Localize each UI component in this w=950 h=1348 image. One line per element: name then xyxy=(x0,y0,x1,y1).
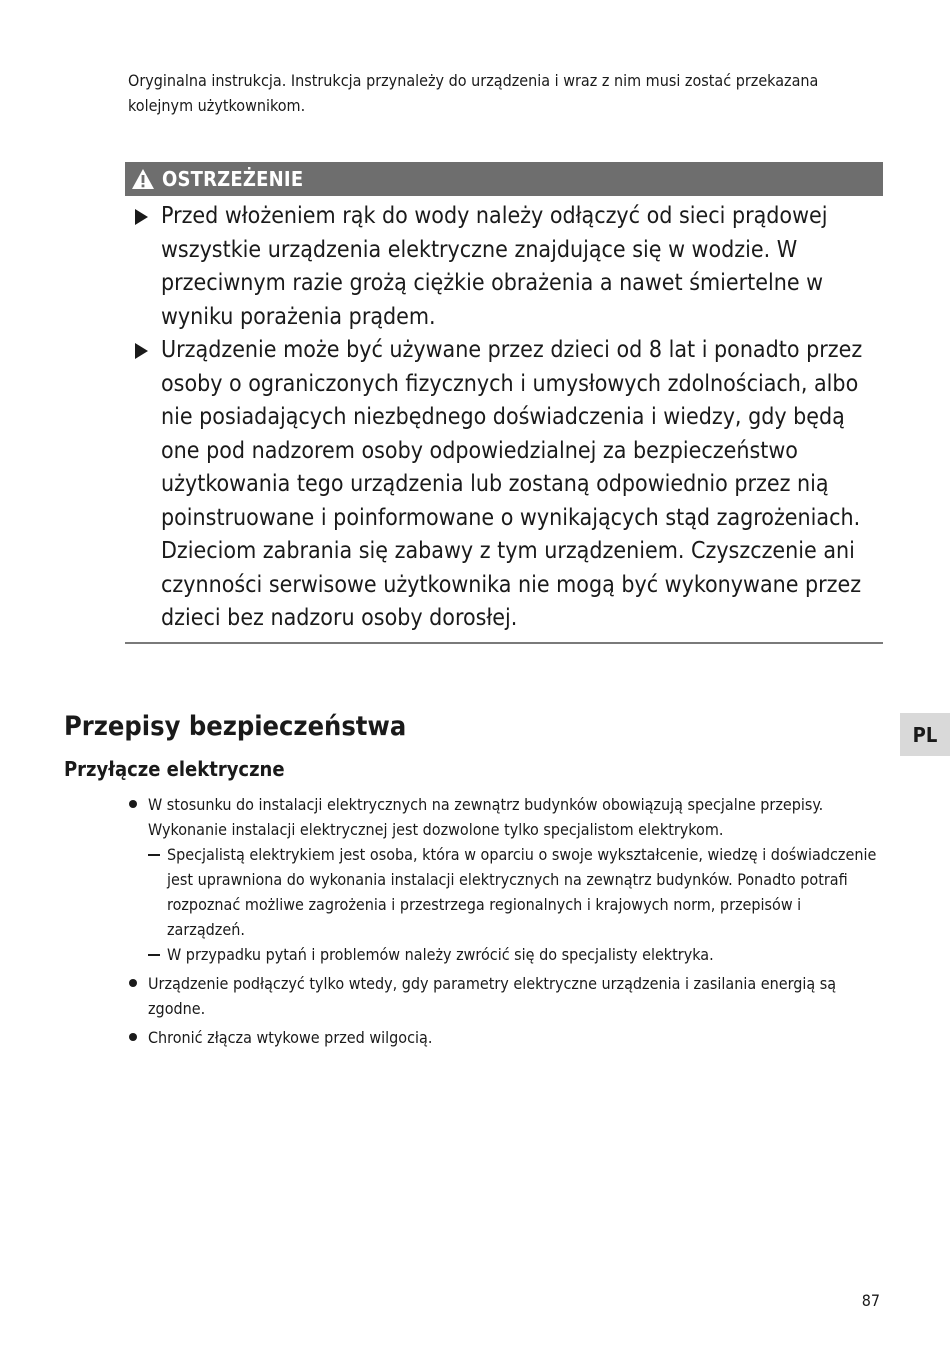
dash-icon xyxy=(148,854,160,856)
warning-triangle-icon xyxy=(131,168,155,190)
list-item xyxy=(128,971,880,1021)
list-item xyxy=(128,792,880,967)
warning-item-text: Przed włożeniem rąk do wody należy odłączyć od sieci prądowej wszystkie urządzenia elektryczne znajdujące się w wodzie. W przeciwnym razie grożą ciężkie obrażenia a nawet śmiertelne w wyniku porażenia prądem. xyxy=(161,203,828,330)
safety-bullet-list xyxy=(128,792,880,1054)
language-tab: PL xyxy=(900,713,950,756)
warning-header xyxy=(125,162,883,196)
warning-item-text: Urządzenie może być używane przez dzieci od 8 lat i ponadto przez osoby o ograniczonych fizycznych i umysłowych zdolnościach, albo nie posiadających niezbędnego doświadczenia i wiedzy, gdy będą one pod nadzorem osoby odpowiedzialnej za bezpieczeństwo użytkowania tego urządzenia lub zostaną odpowiednio przez nią poinstruowane i poinformowane o wynikających stąd zagrożeniach. Dzieciom zabrania się zabawy z tym urządzeniem. Czyszczenie ani czynności serwisowe użytkownika nie mogą być wykonywane przez dzieci bez nadzoru osoby dorosłej. xyxy=(161,337,863,631)
section-subtitle: Przyłącze elektryczne xyxy=(64,757,285,781)
sub-list-item xyxy=(148,842,880,942)
page-number: 87 xyxy=(861,1291,880,1310)
bullet-dot-icon xyxy=(129,1033,137,1041)
list-item-text: W stosunku do instalacji elektrycznych na zewnątrz budynków obowiązują specjalne przepisy. Wykonanie instalacji elektrycznej jest dozwolone tylko specjalistom elektrykom. xyxy=(148,795,824,839)
bullet-dot-icon xyxy=(129,979,137,987)
list-item xyxy=(128,1025,880,1050)
sub-list-item xyxy=(148,942,880,967)
warning-item xyxy=(125,200,883,334)
warning-item xyxy=(125,334,883,636)
sub-list-item-text: Specjalistą elektrykiem jest osoba, która w oparciu o swoje wykształcenie, wiedzę i doświadczenie jest uprawniona do wykonania instalacji elektrycznych na zewnątrz budynków. Ponadto potrafi rozpoznać możliwe zagrożenia i przestrzega regionalnych i krajowych norm, przepisów i zarządzeń. xyxy=(167,845,877,939)
intro-text: Oryginalna instrukcja. Instrukcja przynależy do urządzenia i wraz z nim musi zostać przekazana kolejnym użytkownikom. xyxy=(128,71,819,115)
warning-list xyxy=(125,196,883,636)
triangle-right-icon xyxy=(135,209,148,225)
list-item-text: Urządzenie podłączyć tylko wtedy, gdy parametry elektryczne urządzenia i zasilania energią są zgodne. xyxy=(148,974,837,1018)
list-item-text: Chronić złącza wtykowe przed wilgocią. xyxy=(148,1028,433,1047)
dash-icon xyxy=(148,954,160,956)
triangle-right-icon xyxy=(135,343,148,359)
bullet-dot-icon xyxy=(129,800,137,808)
warning-title: OSTRZEŻENIE xyxy=(162,167,304,191)
section-title: Przepisy bezpieczeństwa xyxy=(64,711,407,742)
warning-box xyxy=(125,162,883,644)
sub-list xyxy=(148,842,880,967)
sub-list-item-text: W przypadku pytań i problemów należy zwrócić się do specjalisty elektryka. xyxy=(167,945,714,964)
